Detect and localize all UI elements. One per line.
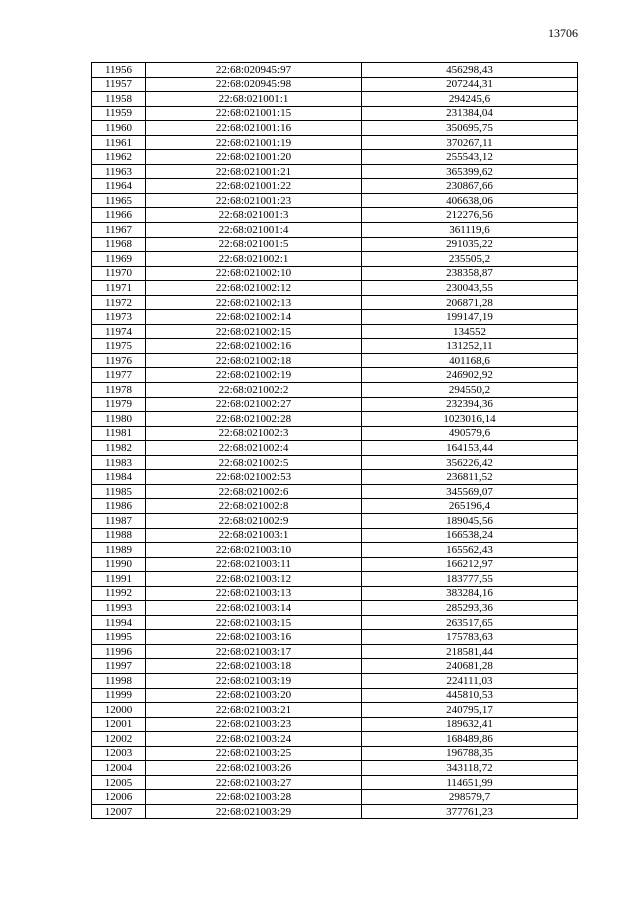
cadastral-number-cell: 22:68:021002:28 [146,412,362,427]
table-row [92,586,578,601]
cadastral-number-cell: 22:68:021001:23 [146,193,362,208]
row-number-cell: 11967 [92,223,146,238]
cadastral-number-cell: 22:68:021001:5 [146,237,362,252]
table-row [92,77,578,92]
row-number-cell: 11977 [92,368,146,383]
table-row [92,106,578,121]
cadastral-number-cell: 22:68:021001:21 [146,164,362,179]
cadastral-number-cell: 22:68:021002:53 [146,470,362,485]
row-number-cell: 11957 [92,77,146,92]
row-number-cell: 11988 [92,528,146,543]
row-number-cell: 11994 [92,615,146,630]
cadastral-value-cell: 490579,6 [362,426,578,441]
table-row [92,528,578,543]
cadastral-number-cell: 22:68:021003:17 [146,644,362,659]
row-number-cell: 11993 [92,601,146,616]
cadastral-number-cell: 22:68:020945:97 [146,63,362,78]
row-number-cell: 12001 [92,717,146,732]
cadastral-number-cell: 22:68:020945:98 [146,77,362,92]
cadastral-number-cell: 22:68:021003:10 [146,543,362,558]
table-row [92,324,578,339]
cadastral-value-cell: 230043,55 [362,281,578,296]
table-row [92,383,578,398]
cadastral-number-cell: 22:68:021002:19 [146,368,362,383]
cadastral-value-cell: 298579,7 [362,790,578,805]
table-row [92,441,578,456]
cadastral-value-cell: 265196,4 [362,499,578,514]
row-number-cell: 11997 [92,659,146,674]
table-row [92,252,578,267]
row-number-cell: 11963 [92,164,146,179]
cadastral-value-cell: 212276,56 [362,208,578,223]
table-row [92,310,578,325]
cadastral-number-cell: 22:68:021003:19 [146,673,362,688]
cadastral-number-cell: 22:68:021002:4 [146,441,362,456]
cadastral-value-cell: 207244,31 [362,77,578,92]
row-number-cell: 11959 [92,106,146,121]
cadastral-value-cell: 183777,55 [362,572,578,587]
row-number-cell: 11964 [92,179,146,194]
table-row [92,572,578,587]
cadastral-value-cell: 134552 [362,324,578,339]
cadastral-value-cell: 294245,6 [362,92,578,107]
row-number-cell: 11960 [92,121,146,136]
cadastral-value-cell: 383284,16 [362,586,578,601]
row-number-cell: 11981 [92,426,146,441]
row-number-cell: 12005 [92,775,146,790]
row-number-cell: 11980 [92,412,146,427]
table-row [92,193,578,208]
table-row [92,688,578,703]
row-number-cell: 11982 [92,441,146,456]
cadastral-value-cell: 235505,2 [362,252,578,267]
cadastral-number-cell: 22:68:021002:15 [146,324,362,339]
cadastral-number-cell: 22:68:021003:1 [146,528,362,543]
cadastral-value-cell: 240681,28 [362,659,578,674]
row-number-cell: 11966 [92,208,146,223]
cadastral-value-cell: 218581,44 [362,644,578,659]
table-row [92,659,578,674]
cadastral-number-cell: 22:68:021002:12 [146,281,362,296]
table-row [92,673,578,688]
table-row [92,295,578,310]
cadastral-number-cell: 22:68:021003:23 [146,717,362,732]
cadastral-number-cell: 22:68:021001:20 [146,150,362,165]
cadastral-number-cell: 22:68:021001:16 [146,121,362,136]
table-row [92,455,578,470]
cadastral-number-cell: 22:68:021003:29 [146,804,362,819]
row-number-cell: 12004 [92,761,146,776]
cadastral-number-cell: 22:68:021002:14 [146,310,362,325]
cadastral-value-cell: 175783,63 [362,630,578,645]
table-row [92,412,578,427]
table-row [92,353,578,368]
cadastral-value-cell: 361119,6 [362,223,578,238]
row-number-cell: 11972 [92,295,146,310]
cadastral-number-cell: 22:68:021002:8 [146,499,362,514]
cadastral-value-cell: 291035,22 [362,237,578,252]
row-number-cell: 11973 [92,310,146,325]
row-number-cell: 11998 [92,673,146,688]
row-number-cell: 11989 [92,543,146,558]
table-row [92,732,578,747]
cadastral-value-cell: 263517,65 [362,615,578,630]
cadastral-value-cell: 230867,66 [362,179,578,194]
cadastral-number-cell: 22:68:021001:3 [146,208,362,223]
cadastral-number-cell: 22:68:021003:25 [146,746,362,761]
row-number-cell: 12002 [92,732,146,747]
cadastral-value-cell: 240795,17 [362,703,578,718]
cadastral-value-cell: 114651,99 [362,775,578,790]
cadastral-value-cell: 164153,44 [362,441,578,456]
cadastral-value-cell: 456298,43 [362,63,578,78]
table-row [92,804,578,819]
cadastral-number-cell: 22:68:021002:10 [146,266,362,281]
cadastral-number-cell: 22:68:021003:26 [146,761,362,776]
row-number-cell: 12007 [92,804,146,819]
cadastral-value-cell: 285293,36 [362,601,578,616]
row-number-cell: 11978 [92,383,146,398]
table-row [92,644,578,659]
table-row [92,368,578,383]
cadastral-value-cell: 165562,43 [362,543,578,558]
row-number-cell: 12000 [92,703,146,718]
table-row [92,775,578,790]
row-number-cell: 11965 [92,193,146,208]
row-number-cell: 11974 [92,324,146,339]
cadastral-value-cell: 236811,52 [362,470,578,485]
cadastral-value-cell: 350695,75 [362,121,578,136]
table-row [92,164,578,179]
cadastral-value-cell: 345569,07 [362,484,578,499]
row-number-cell: 11992 [92,586,146,601]
row-number-cell: 11961 [92,135,146,150]
cadastral-number-cell: 22:68:021003:21 [146,703,362,718]
cadastral-number-cell: 22:68:021003:13 [146,586,362,601]
page-number: 13706 [548,26,578,40]
table-row [92,615,578,630]
row-number-cell: 11986 [92,499,146,514]
row-number-cell: 11987 [92,513,146,528]
cadastral-value-cell: 406638,06 [362,193,578,208]
table-row [92,339,578,354]
table-row [92,266,578,281]
cadastral-value-cell: 196788,35 [362,746,578,761]
table-row [92,761,578,776]
cadastral-number-cell: 22:68:021003:24 [146,732,362,747]
row-number-cell: 11975 [92,339,146,354]
cadastral-value-cell: 294550,2 [362,383,578,398]
cadastral-number-cell: 22:68:021003:15 [146,615,362,630]
cadastral-number-cell: 22:68:021002:9 [146,513,362,528]
row-number-cell: 11991 [92,572,146,587]
cadastral-value-cell: 343118,72 [362,761,578,776]
row-number-cell: 12006 [92,790,146,805]
row-number-cell: 11962 [92,150,146,165]
cadastral-number-cell: 22:68:021001:19 [146,135,362,150]
cadastral-number-cell: 22:68:021003:18 [146,659,362,674]
cadastral-number-cell: 22:68:021001:4 [146,223,362,238]
table-row [92,135,578,150]
cadastral-value-cell: 189045,56 [362,513,578,528]
row-number-cell: 11999 [92,688,146,703]
cadastral-number-cell: 22:68:021002:1 [146,252,362,267]
row-number-cell: 11968 [92,237,146,252]
cadastral-value-cell: 199147,19 [362,310,578,325]
cadastral-number-cell: 22:68:021003:14 [146,601,362,616]
cadastral-number-cell: 22:68:021001:22 [146,179,362,194]
cadastral-number-cell: 22:68:021001:15 [146,106,362,121]
row-number-cell: 11969 [92,252,146,267]
row-number-cell: 12003 [92,746,146,761]
cadastral-value-cell: 189632,41 [362,717,578,732]
cadastral-value-cell: 168489,86 [362,732,578,747]
cadastral-value-cell: 131252,11 [362,339,578,354]
table-row [92,223,578,238]
cadastral-number-cell: 22:68:021003:16 [146,630,362,645]
row-number-cell: 11971 [92,281,146,296]
cadastral-value-cell: 246902,92 [362,368,578,383]
cadastral-number-cell: 22:68:021002:18 [146,353,362,368]
cadastral-number-cell: 22:68:021002:3 [146,426,362,441]
table-row [92,557,578,572]
table-row [92,630,578,645]
cadastral-number-cell: 22:68:021003:20 [146,688,362,703]
table-row [92,703,578,718]
row-number-cell: 11995 [92,630,146,645]
cadastral-number-cell: 22:68:021003:27 [146,775,362,790]
table-row [92,92,578,107]
cadastral-value-cell: 1023016,14 [362,412,578,427]
row-number-cell: 11956 [92,63,146,78]
table-row [92,746,578,761]
cadastral-number-cell: 22:68:021002:13 [146,295,362,310]
cadastral-number-cell: 22:68:021003:11 [146,557,362,572]
table-row [92,426,578,441]
table-row [92,121,578,136]
row-number-cell: 11979 [92,397,146,412]
table-row [92,281,578,296]
cadastral-number-cell: 22:68:021002:2 [146,383,362,398]
row-number-cell: 11984 [92,470,146,485]
table-row [92,717,578,732]
table-row [92,150,578,165]
cadastral-value-cell: 206871,28 [362,295,578,310]
cadastral-number-cell: 22:68:021002:27 [146,397,362,412]
cadastral-value-cell: 365399,62 [362,164,578,179]
table-row [92,513,578,528]
row-number-cell: 11958 [92,92,146,107]
cadastral-value-cell: 224111,03 [362,673,578,688]
table-row [92,237,578,252]
cadastral-number-cell: 22:68:021003:28 [146,790,362,805]
row-number-cell: 11985 [92,484,146,499]
cadastral-value-cell: 356226,42 [362,455,578,470]
row-number-cell: 11976 [92,353,146,368]
table-row [92,208,578,223]
cadastral-value-cell: 445810,53 [362,688,578,703]
cadastral-value-cell: 166538,24 [362,528,578,543]
cadastral-number-cell: 22:68:021001:1 [146,92,362,107]
table-body [92,63,578,819]
cadastral-value-cell: 370267,11 [362,135,578,150]
cadastral-value-cell: 377761,23 [362,804,578,819]
row-number-cell: 11996 [92,644,146,659]
table-row [92,179,578,194]
cadastral-number-cell: 22:68:021002:16 [146,339,362,354]
cadastral-value-cell: 255543,12 [362,150,578,165]
table-row [92,790,578,805]
row-number-cell: 11983 [92,455,146,470]
cadastral-value-table [91,62,578,819]
cadastral-number-cell: 22:68:021002:5 [146,455,362,470]
table-row [92,484,578,499]
cadastral-value-cell: 166212,97 [362,557,578,572]
table-row [92,499,578,514]
cadastral-number-cell: 22:68:021003:12 [146,572,362,587]
cadastral-value-cell: 238358,87 [362,266,578,281]
cadastral-value-cell: 232394,36 [362,397,578,412]
cadastral-value-cell: 231384,04 [362,106,578,121]
table-row [92,397,578,412]
cadastral-number-cell: 22:68:021002:6 [146,484,362,499]
table-row [92,63,578,78]
cadastral-value-cell: 401168,6 [362,353,578,368]
table-row [92,543,578,558]
table-row [92,601,578,616]
row-number-cell: 11990 [92,557,146,572]
table-row [92,470,578,485]
row-number-cell: 11970 [92,266,146,281]
